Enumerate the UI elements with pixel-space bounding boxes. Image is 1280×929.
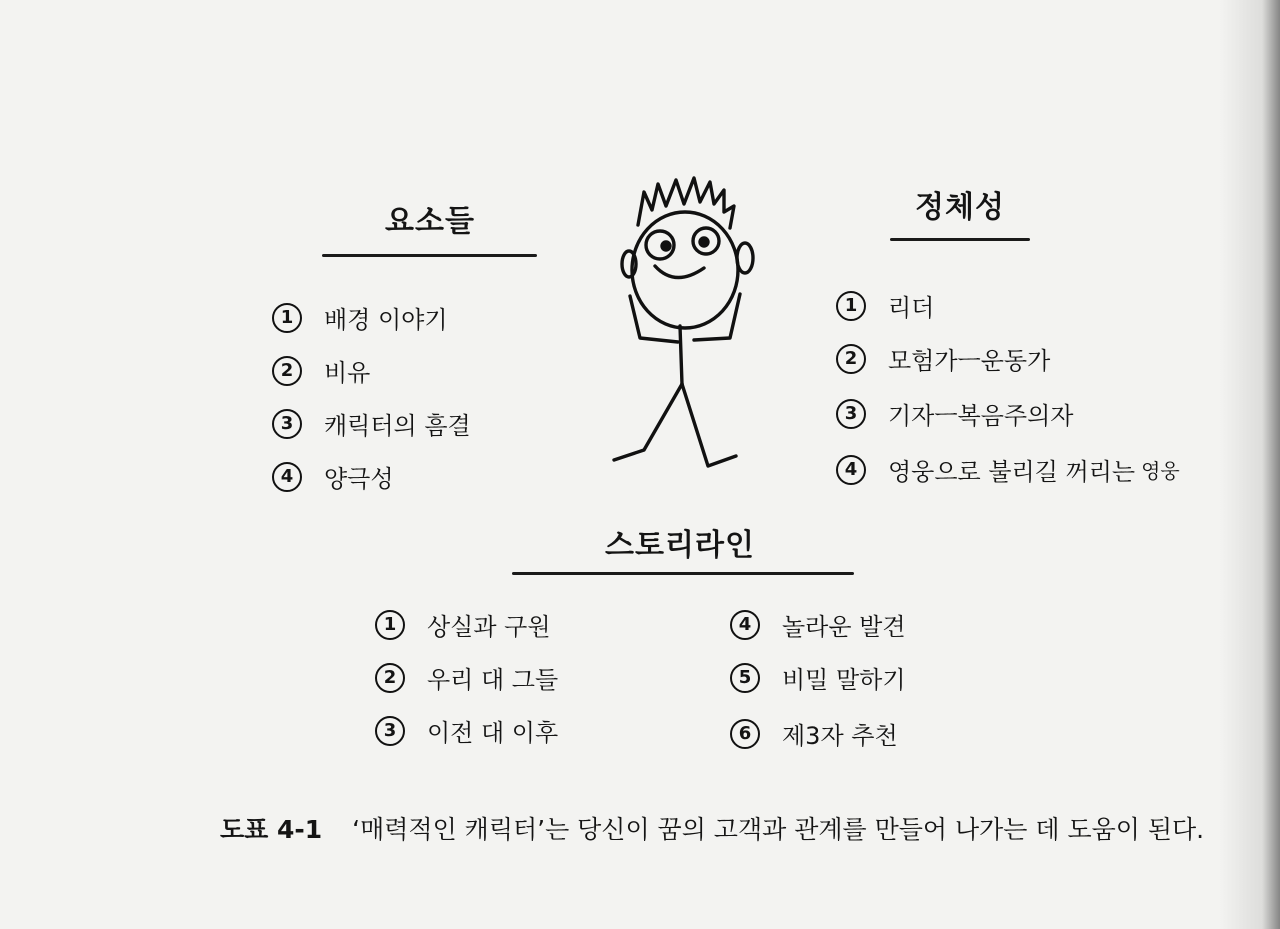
head	[632, 212, 738, 328]
page-edge-shadow	[1220, 0, 1280, 929]
left-leg	[614, 384, 682, 460]
item-label-suffix: 영웅	[1141, 459, 1180, 483]
number-circle: 1	[272, 303, 302, 333]
identity-heading: 정체성	[915, 190, 1005, 225]
item-label: 제3자 추천	[782, 722, 898, 750]
item-label: 기자ㅡ복음주의자	[888, 402, 1074, 430]
number-circle: 4	[836, 455, 866, 485]
number-circle: 3	[375, 716, 405, 746]
figure-label: 도표 4-1	[220, 815, 323, 844]
elements-rule	[322, 254, 537, 257]
storyline-item	[375, 607, 551, 642]
identity-item	[836, 396, 1073, 431]
item-label: 상실과 구원	[427, 613, 551, 641]
storyline-item	[375, 660, 558, 695]
identity-rule	[890, 238, 1030, 241]
number-circle: 3	[272, 409, 302, 439]
number-circle: 4	[272, 462, 302, 492]
number-circle: 6	[730, 719, 760, 749]
item-label: 양극성	[324, 465, 394, 493]
item-label: 이전 대 이후	[427, 719, 559, 747]
storyline-rule	[512, 572, 854, 575]
number-circle: 1	[375, 610, 405, 640]
item-label: 우리 대 그들	[427, 666, 559, 694]
storyline-item	[730, 660, 906, 695]
number-circle: 2	[375, 663, 405, 693]
number-circle: 5	[730, 663, 760, 693]
item-label: 비밀 말하기	[782, 666, 906, 694]
storyline-item	[730, 607, 906, 642]
body	[680, 326, 682, 384]
figure-caption	[220, 810, 1204, 846]
right-ear	[737, 243, 753, 273]
number-circle: 4	[730, 610, 760, 640]
item-label: 놀라운 발견	[782, 613, 906, 641]
item-label: 모험가ㅡ운동가	[888, 347, 1051, 375]
item-label: 비유	[324, 359, 371, 387]
smile	[655, 266, 704, 278]
hair	[638, 178, 734, 228]
item-label: 배경 이야기	[324, 306, 448, 334]
number-circle: 1	[836, 291, 866, 321]
right-leg	[682, 384, 736, 466]
storyline-item	[730, 716, 898, 751]
identity-item	[836, 288, 934, 323]
identity-item	[836, 452, 1180, 487]
number-circle: 3	[836, 399, 866, 429]
elements-item	[272, 406, 471, 441]
elements-heading: 요소들	[385, 204, 475, 239]
elements-item	[272, 353, 370, 388]
elements-item	[272, 459, 394, 494]
elements-item	[272, 300, 448, 335]
storyline-item	[375, 713, 558, 748]
item-label: 영웅으로 불리길 꺼리는	[888, 458, 1136, 486]
item-label: 리더	[888, 294, 935, 322]
caption-text: ‘매력적인 캐릭터’는 당신이 꿈의 고객과 관계를 만들어 나가는 데 도움이 된다.	[352, 815, 1205, 844]
identity-item	[836, 341, 1050, 376]
stick-figure-drawing	[600, 170, 770, 480]
number-circle: 2	[836, 344, 866, 374]
number-circle: 2	[272, 356, 302, 386]
item-label: 캐릭터의 흠결	[324, 412, 471, 440]
storyline-heading: 스토리라인	[605, 528, 755, 563]
